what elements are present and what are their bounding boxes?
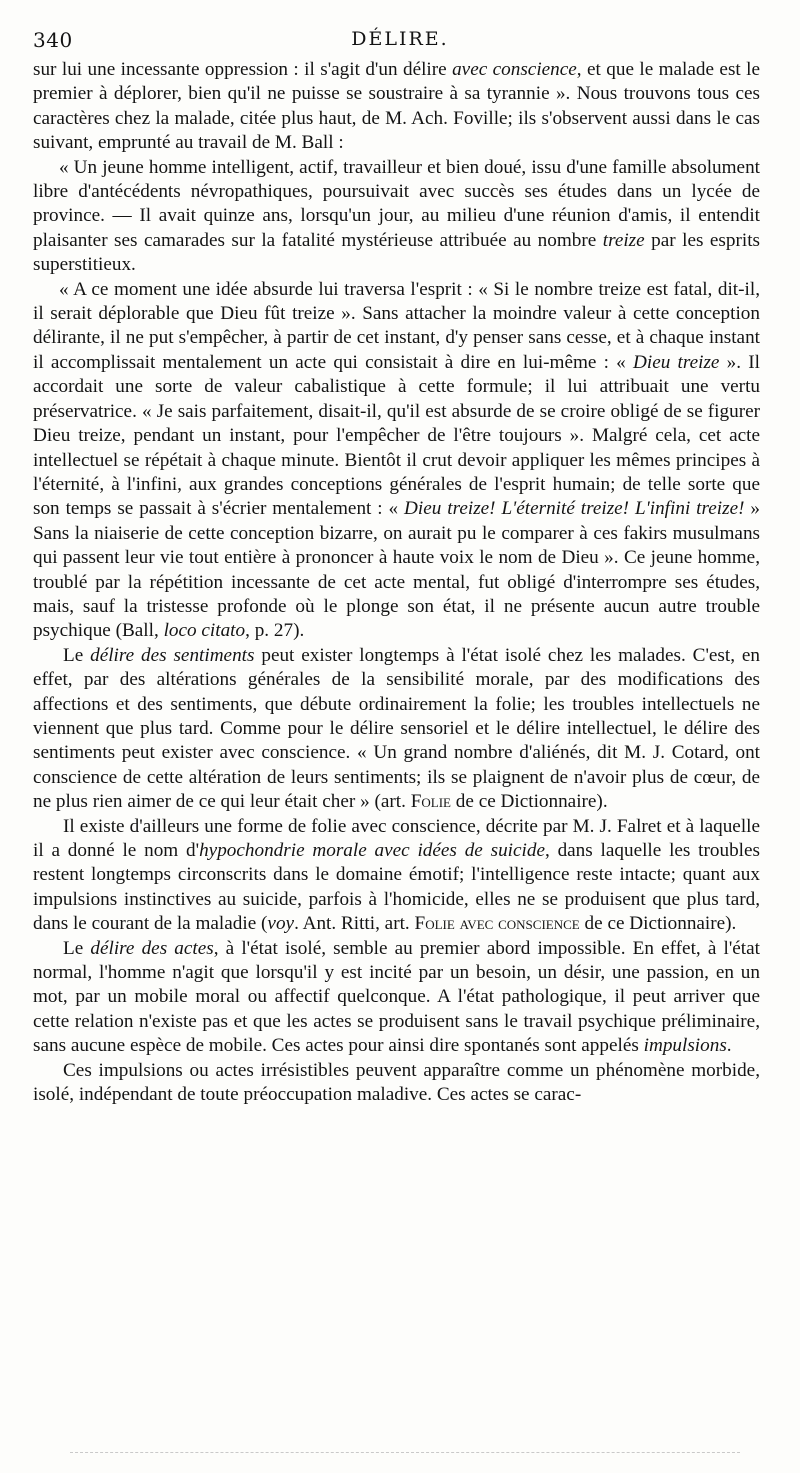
italic-run: délire des actes	[90, 937, 214, 959]
italic-run: Dieu treize	[633, 351, 720, 373]
bottom-divider	[70, 1452, 740, 1453]
text-run: » Sans la niaiserie de cette conception bizarre, on aurait pu le comparer à ces fakirs musulmans qui passent leur vie tout entière à prononcer à haute voix le nom de Dieu ». Ce jeune homme, troublé par la répétition incessante de cet acte mental, fut obligé d'interrompre ses études, mais, sauf la tristesse profonde où le plonge son état, il ne présente aucun autre trouble psychique (Ball,	[33, 498, 761, 642]
text-run: . Ant. Ritti, art.	[294, 913, 415, 935]
text-run: , p. 27).	[245, 620, 305, 642]
italic-run: voy	[267, 913, 295, 935]
italic-run: treize	[602, 229, 645, 251]
paragraph-7	[33, 1059, 760, 1108]
italic-run: délire des sentiments	[90, 644, 255, 666]
text-run: Le	[63, 937, 91, 959]
small-caps-run: Folie avec conscience	[414, 913, 580, 935]
italic-run: avec conscience	[452, 59, 577, 80]
text-run: , dans laquelle les troubles restent longtemps circonscrits dans le domaine émotif; l'intelligence reste intacte; quant aux impulsions instinctives au suicide, parfois à l'homicide, elles ne se produisent que plus tard, dans le courant de la maladie (	[33, 840, 760, 935]
text-run: par les esprits superstitieux.	[33, 229, 760, 276]
italic-run: loco citato	[163, 620, 246, 642]
italic-run: Dieu treize! L'éternité treize! L'infini treize!	[404, 498, 745, 520]
text-run: de ce Dictionnaire).	[451, 791, 608, 813]
italic-run: hypochondrie morale avec idées de suicide	[199, 840, 545, 861]
text-run: de ce Dictionnaire).	[579, 913, 737, 935]
paragraph-2	[33, 156, 760, 278]
page-header	[33, 28, 767, 54]
text-run: , à l'état isolé, semble au premier abord impossible. En effet, à l'état normal, l'homme n'agit que lorsqu'il y est incité par un besoin, un désir, une passion, en un mot, par un mobile moral ou affectif quelconque. A l'état pathologique, il peut arriver que cette relation n'existe pas et que les actes se produisent sans le travail psychique préliminaire, sans aucune espèce de mobile. Ces actes pour ainsi dire spontanés sont appelés	[33, 937, 760, 1057]
text-run: Ces impulsions ou actes irrésistibles peuvent apparaître comme un phénomène morbide, isolé, indépendant de toute préoccupation maladive. Ces actes se carac-	[33, 1059, 760, 1106]
small-caps-run: Folie	[410, 791, 451, 813]
paragraph-6	[33, 937, 760, 1059]
text-run: .	[726, 1035, 732, 1057]
italic-run: impulsions	[643, 1035, 727, 1057]
paragraph-3	[33, 278, 760, 644]
text-run: sur lui une incessante oppression : il s'agit d'un délire	[33, 59, 453, 80]
paragraph-5	[33, 815, 760, 937]
body-text	[33, 58, 760, 1107]
text-run: « Un jeune homme intelligent, actif, travailleur et bien doué, issu d'une famille absolument libre d'antécédents névropathiques, poursuivait avec succès ses études dans un lycée de province. — Il avait quinze ans, lorsqu'un jour, au milieu d'une réunion d'amis, il entendit plaisanter ses camarades sur la fatalité mystérieuse attribuée au nombre	[33, 156, 760, 251]
text-run: , et que le malade est le premier à déplorer, bien qu'il ne puisse se soustraire à sa tyrannie ». Nous trouvons tous ces caractères chez la malade, citée plus haut, de M. Ach. Foville; ils s'observent aussi dans le cas suivant, emprunté au travail de M. Ball :	[33, 59, 760, 154]
text-run: Il existe d'ailleurs une forme de folie avec conscience, décrite par M. J. Falret et à laquelle il a donné le nom d'	[33, 815, 760, 861]
text-run: « A ce moment une idée absurde lui traversa l'esprit : « Si le nombre treize est fatal, dit-il, il serait déplorable que Dieu fût treize ». Sans attacher la moindre valeur à cette conception délirante, il ne put s'empêcher, à partir de cet instant, d'y penser sans cesse, et à chaque instant il accomplissait mentalement un acte qui consistait à dire en lui-même : «	[33, 278, 760, 373]
paragraph-4	[33, 644, 760, 815]
text-run: peut exister longtemps à l'état isolé chez les malades. C'est, en effet, par des altérations générales de la sensibilité morale, par des modifications des affections et des sentiments, que débute ordinairement la folie; les troubles intellectuels ne viennent que plus tard. Comme pour le délire sensoriel et le délire intellectuel, le délire des sentiments peut exister avec conscience. « Un grand nombre d'aliénés, dit M. J. Cotard, ont conscience de cette altération de leurs sentiments; ils se plaignent de n'avoir plus de cœur, de ne plus rien aimer de ce qui leur était cher » (art.	[33, 644, 760, 813]
text-run: ». Il accordait une sorte de valeur cabalistique à cette formule; il lui attribuait une vertu préservatrice. « Je sais parfaitement, disait-il, qu'il est absurde de se croire obligé de se figurer Dieu treize, pendant un instant, pour l'empêcher de l'être toujours ». Malgré cela, cet acte intellectuel se répétait à chaque minute. Bientôt il crut devoir appliquer les mêmes principes à l'éternité, à l'infini, aux grandes conceptions générales de l'esprit humain; de telle sorte que son temps se passait à s'écrier mentalement : «	[33, 351, 760, 520]
text-run: Le	[63, 644, 91, 666]
running-title: DÉLIRE.	[351, 28, 449, 50]
paragraph-1	[33, 58, 760, 156]
page-number: 340	[33, 28, 73, 52]
